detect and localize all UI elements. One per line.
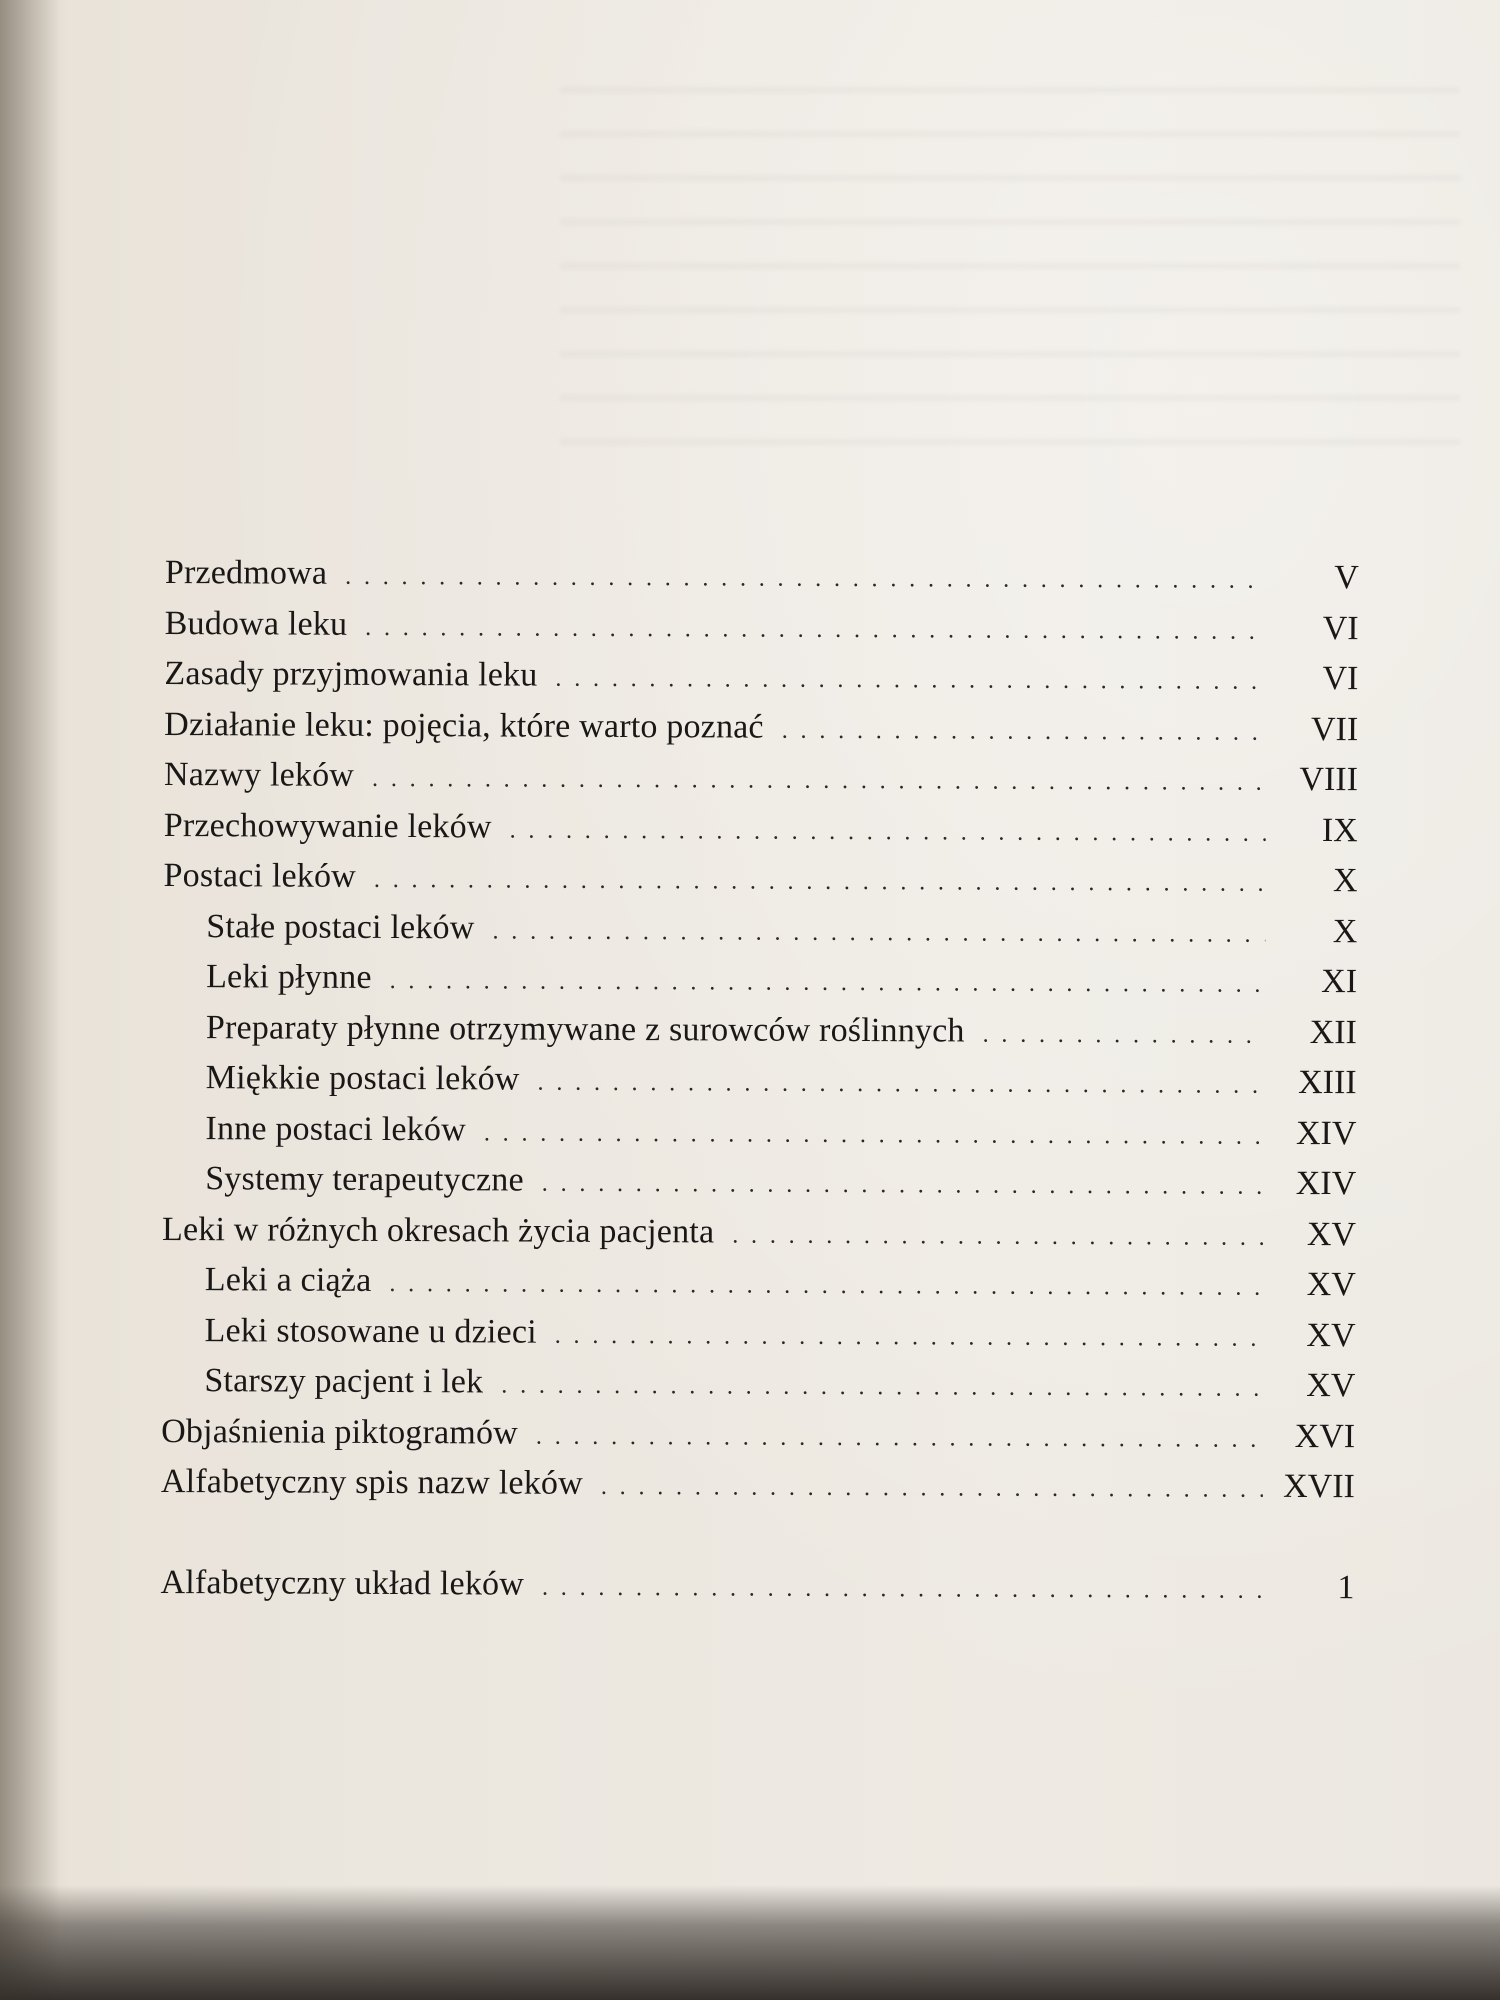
toc-entry-page: VIII xyxy=(1299,760,1359,799)
toc-entry-title: Zasady przyjmowania leku xyxy=(164,654,538,694)
toc-entry-title: Alfabetyczny układ leków xyxy=(160,1563,525,1603)
toc-entry-zasady-przyjmowania xyxy=(164,649,1364,705)
toc-entry-page: XIII xyxy=(1298,1063,1357,1102)
toc-entry-page: XV xyxy=(1306,1366,1356,1405)
toc-entry-starszy-pacjent xyxy=(161,1356,1361,1412)
toc-entry-dzialanie-leku xyxy=(164,699,1364,755)
toc-entry-title: Leki stosowane u dzieci xyxy=(204,1311,537,1351)
dot-leader xyxy=(510,805,1266,858)
dot-leader xyxy=(555,1310,1264,1363)
toc-entry-objasnienia xyxy=(161,1406,1361,1462)
toc-entry-nazwy-lekow xyxy=(164,750,1364,806)
toc-entry-leki-plynne xyxy=(163,952,1363,1008)
toc-entry-page: XV xyxy=(1306,1215,1357,1253)
toc-entry-title: Objaśnienia piktogramów xyxy=(161,1412,519,1452)
toc-entry-preparaty-plynne xyxy=(163,1002,1363,1058)
dot-leader xyxy=(484,1108,1265,1161)
toc-entry-page: V xyxy=(1334,559,1359,597)
dot-leader xyxy=(601,1462,1263,1515)
dot-leader xyxy=(372,754,1266,808)
toc-entry-page: XVII xyxy=(1283,1467,1355,1506)
toc-entry-title: Działanie leku: pojęcia, które warto poznać xyxy=(164,705,764,746)
toc-entry-title: Alfabetyczny spis nazw leków xyxy=(160,1462,583,1502)
dot-leader xyxy=(542,1562,1263,1615)
toc-entry-page: XI xyxy=(1321,963,1358,1001)
toc-entry-title: Systemy terapeutyczne xyxy=(205,1160,524,1199)
toc-entry-page: IX xyxy=(1321,811,1358,849)
toc-entry-title: Leki a ciąża xyxy=(204,1261,372,1299)
toc-entry-budowa-leku xyxy=(165,598,1365,654)
bleed-through-text xyxy=(560,60,1460,480)
toc-entry-page: XVI xyxy=(1294,1417,1356,1455)
toc-entry-page: VI xyxy=(1322,609,1359,647)
dot-leader xyxy=(389,1259,1264,1313)
toc-entry-przechowywanie xyxy=(164,800,1364,856)
toc-entry-okresy-zycia xyxy=(162,1204,1362,1260)
dot-leader xyxy=(390,956,1266,1010)
dot-leader xyxy=(492,906,1265,959)
toc-entry-title: Starszy pacjent i lek xyxy=(204,1362,484,1401)
dot-leader xyxy=(365,602,1267,656)
binding-shadow xyxy=(0,0,60,2000)
toc-entry-page: XIV xyxy=(1295,1164,1357,1203)
dot-leader xyxy=(983,1009,1265,1060)
toc-entry-page: 1 xyxy=(1337,1568,1355,1606)
toc-entry-title: Przedmowa xyxy=(164,553,328,592)
toc-entry-inne-postaci xyxy=(162,1103,1362,1159)
toc-entry-page: X xyxy=(1332,862,1358,900)
toc-entry-alfabetyczny-spis xyxy=(161,1457,1361,1513)
toc-entry-page: XII xyxy=(1309,1013,1357,1051)
toc-entry-miekkie-postaci xyxy=(163,1053,1363,1109)
toc-entry-title: Miękkie postaci leków xyxy=(205,1059,520,1098)
dot-leader xyxy=(374,855,1266,909)
dot-leader xyxy=(732,1210,1264,1262)
toc-entry-systemy-terapeutyczne xyxy=(162,1154,1362,1210)
toc-entry-leki-a-ciaza xyxy=(162,1255,1362,1311)
dot-leader xyxy=(501,1360,1263,1413)
toc-entry-page: XV xyxy=(1306,1316,1356,1354)
toc-entry-stale-postaci xyxy=(163,901,1363,957)
toc-entry-postaci-lekow xyxy=(163,851,1363,907)
page-bottom-edge xyxy=(0,1885,1500,2000)
toc-entry-alfabetyczny-uklad xyxy=(160,1557,1360,1613)
toc-entry-title: Leki w różnych okresach życia pacjenta xyxy=(161,1210,715,1250)
toc-entry-title: Preparaty płynne otrzymywane z surowców roślinnych xyxy=(205,1008,965,1049)
toc-entry-title: Inne postaci leków xyxy=(205,1109,466,1148)
toc-entry-title: Nazwy leków xyxy=(163,755,355,794)
toc-entry-title: Postaci leków xyxy=(163,856,357,895)
toc-entry-title: Stałe postaci leków xyxy=(206,907,475,946)
toc-entry-page: XIV xyxy=(1295,1114,1357,1152)
table-of-contents xyxy=(160,548,1365,1613)
toc-entry-page: XV xyxy=(1306,1265,1356,1304)
dot-leader xyxy=(555,654,1266,707)
toc-entry-title: Przechowywanie leków xyxy=(163,806,492,845)
toc-entry-page: VII xyxy=(1310,710,1359,748)
toc-entry-page: X xyxy=(1332,912,1358,950)
toc-entry-leki-u-dzieci xyxy=(161,1305,1361,1361)
dot-leader xyxy=(782,705,1267,757)
dot-leader xyxy=(345,552,1267,606)
toc-entry-title: Budowa leku xyxy=(164,604,348,643)
toc-entry-page: VI xyxy=(1322,660,1359,698)
dot-leader xyxy=(542,1159,1265,1212)
toc-entry-przedmowa xyxy=(165,548,1365,604)
dot-leader xyxy=(536,1411,1263,1464)
toc-entry-title: Leki płynne xyxy=(206,958,372,996)
dot-leader xyxy=(537,1058,1264,1111)
